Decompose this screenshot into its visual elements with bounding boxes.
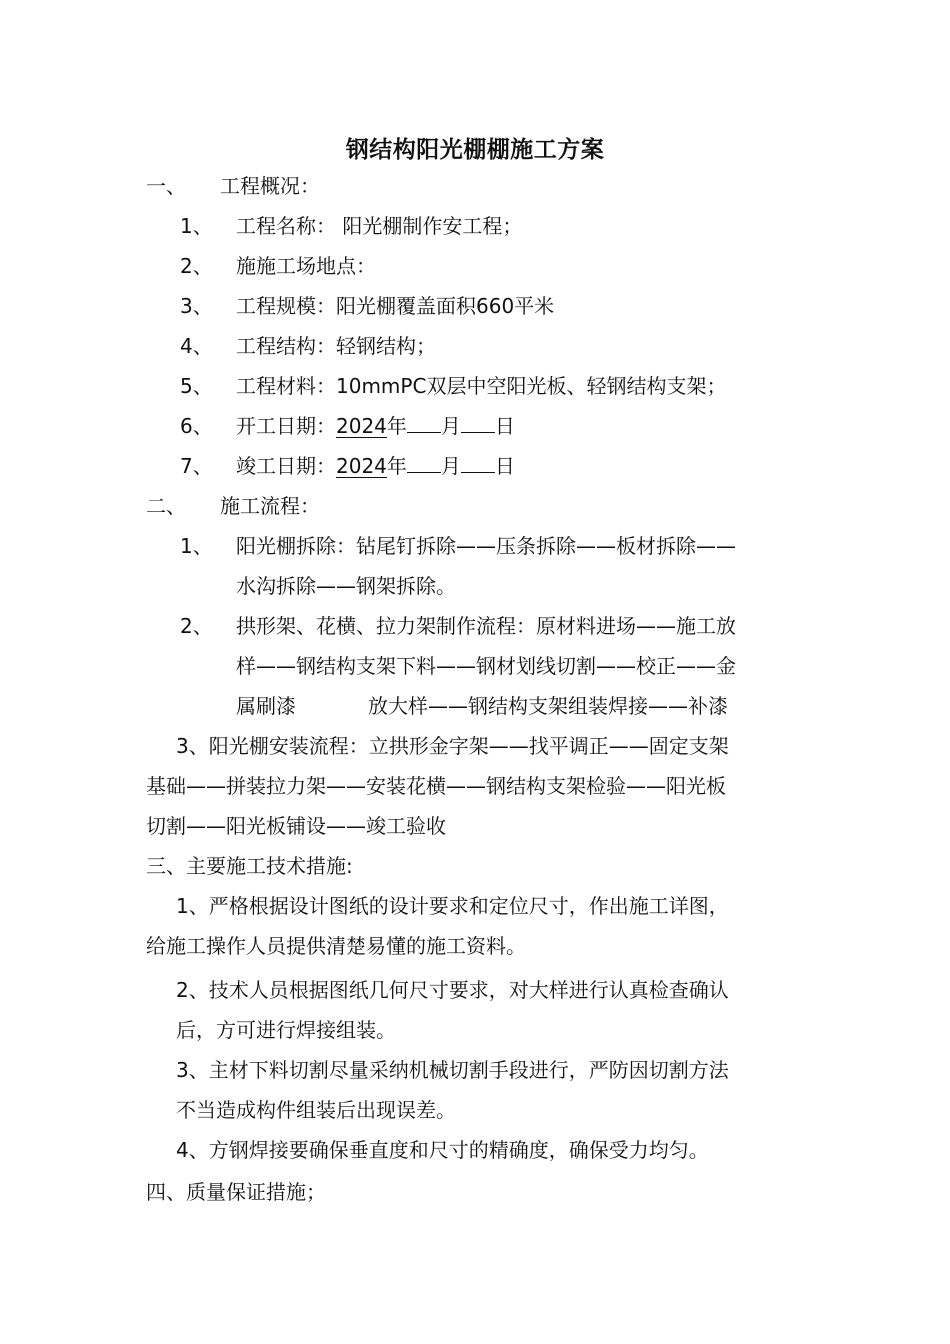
section-1-title: 工程概况：	[220, 174, 320, 198]
section-2-title: 施工流程：	[220, 494, 320, 518]
end-day-blank	[461, 450, 495, 473]
section-4-heading: 四、质量保证措施；	[146, 1180, 326, 1204]
end-month-suffix: 月	[440, 454, 461, 478]
start-date-year: 2024	[336, 414, 387, 438]
flow-2-line-3a: 属刷漆	[236, 694, 296, 718]
start-date-label: 开工日期：	[236, 414, 336, 438]
item-1-number: 1、	[180, 214, 213, 238]
section-2-heading	[146, 486, 320, 526]
end-date-year: 2024	[336, 454, 387, 478]
end-day-suffix: 日	[494, 454, 515, 478]
start-month-suffix: 月	[440, 414, 461, 438]
item-3-number: 3、	[180, 294, 213, 318]
measure-4-line-1: 4、方钢焊接要确保垂直度和尺寸的精确度，确保受力均匀。	[176, 1138, 709, 1162]
measure-3-line-1: 3、主材下料切割尽量采纳机械切割手段进行，严防因切割方法	[176, 1058, 729, 1082]
item-5-number: 5、	[180, 374, 213, 398]
start-month-blank	[407, 410, 441, 433]
item-2-text: 施施工场地点：	[236, 254, 376, 278]
flow-1-line-2: 水沟拆除——钢架拆除。	[236, 574, 456, 598]
end-year-suffix: 年	[386, 454, 407, 478]
item-5-text: 工程材料：10mmPC双层中空阳光板、轻钢结构支架；	[236, 374, 727, 398]
start-day-blank	[461, 410, 495, 433]
flow-2-line-3b: 放大样——钢结构支架组装焊接——补漆	[368, 694, 728, 718]
measure-1-line-2: 给施工操作人员提供清楚易懂的施工资料。	[146, 934, 526, 958]
section-1-heading	[146, 166, 320, 206]
flow-3-line-3: 切割——阳光板铺设——竣工验收	[146, 814, 446, 838]
flow-2-number: 2、	[180, 614, 213, 638]
item-4-number: 4、	[180, 334, 213, 358]
end-date-label: 竣工日期：	[236, 454, 336, 478]
section-1-number: 一、	[146, 174, 186, 198]
section-3-heading: 三、主要施工技术措施:	[146, 854, 353, 878]
measure-3-line-2: 不当造成构件组装后出现误差。	[176, 1098, 456, 1122]
section-2-number: 二、	[146, 494, 186, 518]
flow-2-line-2: 样——钢结构支架下料——钢材划线切割——校正——金	[236, 654, 736, 678]
flow-3-line-1: 3、阳光棚安装流程：立拱形金字架——找平调正——固定支架	[176, 734, 729, 758]
document-title: 钢结构阳光棚棚施工方案	[345, 137, 605, 163]
measure-1-line-1: 1、严格根据设计图纸的设计要求和定位尺寸，作出施工详图，	[176, 894, 729, 918]
flow-1-line-1: 阳光棚拆除：钻尾钉拆除——压条拆除——板材拆除——	[236, 534, 736, 558]
flow-2-line-1: 拱形架、花横、拉力架制作流程：原材料进场——施工放	[236, 614, 736, 638]
flow-1-number: 1、	[180, 534, 213, 558]
start-date-line	[236, 406, 515, 446]
start-year-suffix: 年	[386, 414, 407, 438]
item-6-number: 6、	[180, 414, 213, 438]
end-month-blank	[407, 450, 441, 473]
item-4-text: 工程结构：轻钢结构；	[236, 334, 436, 358]
measure-2-line-2: 后，方可进行焊接组装。	[176, 1018, 396, 1042]
item-1-text: 工程名称： 阳光棚制作安工程；	[236, 214, 523, 238]
item-3-text: 工程规模：阳光棚覆盖面积660平米	[236, 294, 555, 318]
item-2-number: 2、	[180, 254, 213, 278]
end-date-line	[236, 446, 515, 486]
measure-2-line-1: 2、技术人员根据图纸几何尺寸要求，对大样进行认真检查确认	[176, 978, 729, 1002]
start-day-suffix: 日	[494, 414, 515, 438]
item-7-number: 7、	[180, 454, 213, 478]
flow-3-line-2: 基础——拼装拉力架——安装花横——钢结构支架检验——阳光板	[146, 774, 726, 798]
